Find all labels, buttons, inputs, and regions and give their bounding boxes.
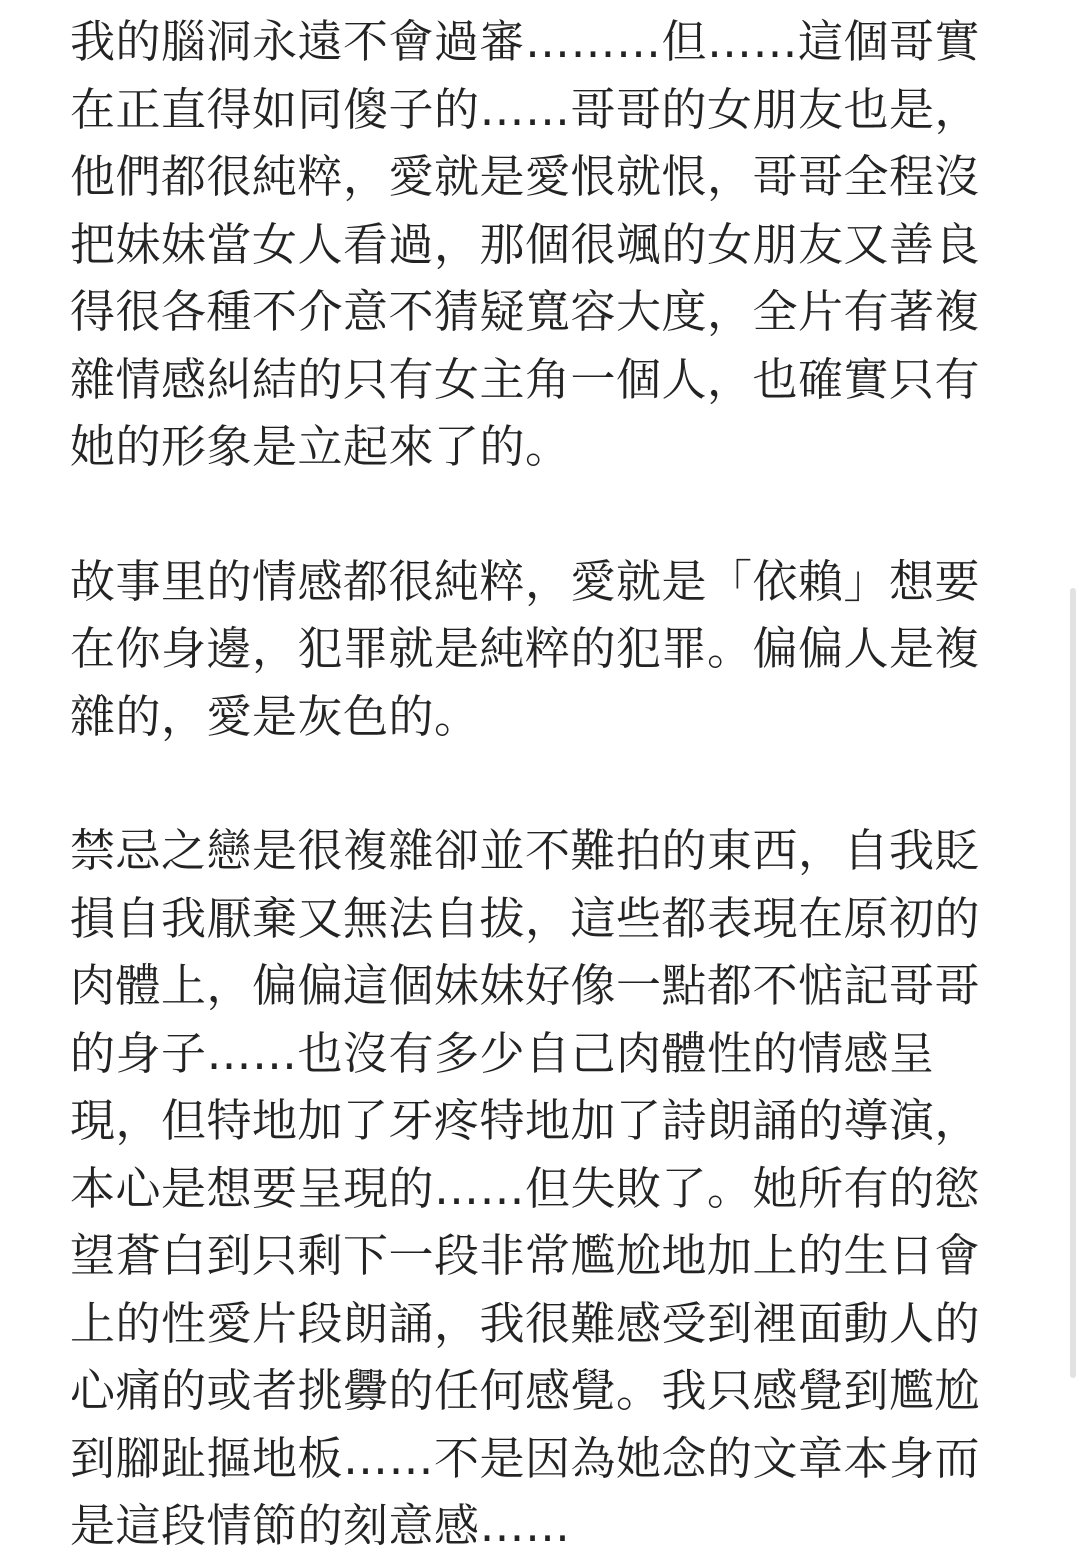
- article-body: [70, 8, 1015, 1560]
- article-paragraph: 故事里的情感都很純粹，愛就是「依賴」想要在你身邊，犯罪就是純粹的犯罪。偏偏人是複雜的，愛是灰色的。: [70, 554, 981, 743]
- article-paragraph: 我的腦洞永遠不會過審………但……這個哥實在正直得如同傻子的……哥哥的女朋友也是，他們都很純粹，愛就是愛恨就恨，哥哥全程沒把妹妹當女人看過，那個很颯的女朋友又善良得很各種不介意不猜疑寬容大度，全片有著複雜情感糾結的只有女主角一個人，也確實只有她的形象是立起來了的。: [70, 15, 981, 473]
- scrollbar-thumb[interactable]: [1070, 588, 1076, 1378]
- vertical-scrollbar[interactable]: [1066, 0, 1080, 1562]
- article-paragraph: 禁忌之戀是很複雜卻並不難拍的東西，自我貶損自我厭棄又無法自拔，這些都表現在原初的肉體上，偏偏這個妹妹好像一點都不惦記哥哥的身子……也沒有多少自己肉體性的情感呈現，但特地加了牙疼特地加了詩朗誦的導演，本心是想要呈現的……但失敗了。她所有的慾望蒼白到只剩下一段非常尷尬地加上的生日會上的性愛片段朗誦，我很難感受到裡面動人的心痛的或者挑釁的任何感覺。我只感覺到尷尬到腳趾摳地板……不是因為她念的文章本身而是這段情節的刻意感……: [70, 824, 981, 1552]
